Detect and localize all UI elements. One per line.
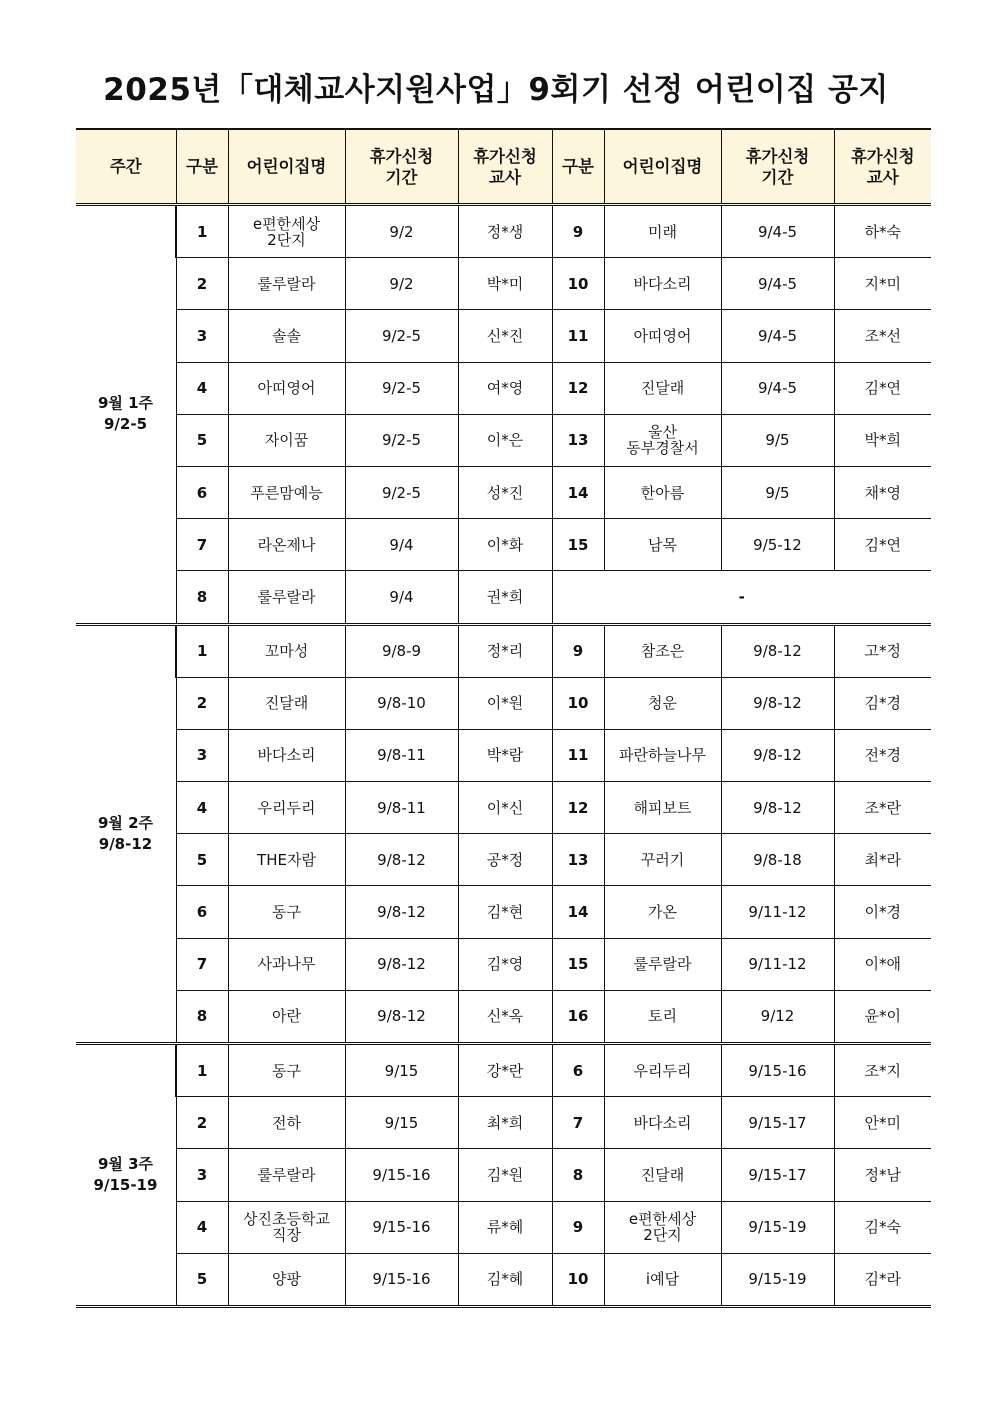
row-number: 4 [176,782,228,834]
leave-teacher: 신*진 [458,310,552,362]
leave-teacher: 박*희 [834,414,931,466]
row-number: 16 [552,990,604,1043]
row-number: 2 [176,1097,228,1149]
table-row [76,938,931,990]
leave-period: 9/15-17 [721,1097,834,1149]
leave-period: 9/15 [345,1044,458,1097]
table-row [76,205,931,258]
leave-period: 9/8-12 [721,677,834,729]
leave-teacher: 김*경 [834,677,931,729]
leave-teacher: 강*란 [458,1044,552,1097]
row-number: 13 [552,414,604,466]
leave-period: 9/8-12 [345,886,458,938]
table-row [76,834,931,886]
row-number: 12 [552,362,604,414]
daycare-name: 푸른맘예능 [228,466,345,518]
daycare-name: 한아름 [604,466,721,518]
leave-teacher: 이*경 [834,886,931,938]
column-header: 휴가신청 교사 [458,129,552,205]
row-number: 5 [176,414,228,466]
leave-teacher: 조*란 [834,782,931,834]
row-number: 2 [176,677,228,729]
leave-period: 9/11-12 [721,938,834,990]
week-label: 9월 2주 9/8-12 [76,624,176,1044]
leave-period: 9/2-5 [345,310,458,362]
leave-teacher: 류*혜 [458,1201,552,1253]
daycare-name: 라온제나 [228,519,345,571]
row-number: 13 [552,834,604,886]
leave-period: 9/15-19 [721,1201,834,1253]
table-row [76,624,931,677]
leave-teacher: 조*선 [834,310,931,362]
leave-period: 9/8-12 [345,834,458,886]
daycare-name: 룰루랄라 [228,571,345,624]
daycare-name: 상진초등학교 직장 [228,1201,345,1253]
daycare-name: 미래 [604,205,721,258]
column-header: 어린이집명 [604,129,721,205]
leave-period: 9/8-11 [345,729,458,781]
daycare-name: 참조은 [604,624,721,677]
column-header: 구분 [552,129,604,205]
leave-teacher: 고*정 [834,624,931,677]
daycare-name: 진달래 [228,677,345,729]
leave-teacher: 안*미 [834,1097,931,1149]
leave-period: 9/4-5 [721,205,834,258]
daycare-name: 아띠영어 [604,310,721,362]
daycare-name: 꾸러기 [604,834,721,886]
row-number: 9 [552,205,604,258]
table-row [76,571,931,624]
table-row [76,1253,931,1306]
daycare-name: 진달래 [604,362,721,414]
table-row [76,414,931,466]
row-number: 10 [552,677,604,729]
daycare-name: 전하 [228,1097,345,1149]
leave-teacher: 하*숙 [834,205,931,258]
leave-teacher: 김*숙 [834,1201,931,1253]
row-number: 3 [176,310,228,362]
row-number: 12 [552,782,604,834]
row-number: 9 [552,624,604,677]
column-header: 휴가신청 교사 [834,129,931,205]
leave-teacher: 김*연 [834,519,931,571]
week-label: 9월 3주 9/15-19 [76,1044,176,1307]
page-title: 2025년「대체교사지원사업」9회기 선정 어린이집 공지 [103,72,889,108]
row-number: 8 [176,571,228,624]
leave-teacher: 이*신 [458,782,552,834]
column-header: 휴가신청 기간 [345,129,458,205]
leave-period: 9/5-12 [721,519,834,571]
daycare-name: 울산 동부경찰서 [604,414,721,466]
daycare-name: THE자람 [228,834,345,886]
row-number: 14 [552,886,604,938]
leave-period: 9/2-5 [345,414,458,466]
daycare-name: e편한세상 2단지 [228,205,345,258]
table-row [76,677,931,729]
table-row [76,466,931,518]
row-number: 7 [176,519,228,571]
daycare-name: 우리두리 [228,782,345,834]
leave-teacher: 김*영 [458,938,552,990]
table-row [76,1149,931,1201]
daycare-name: i예담 [604,1253,721,1306]
leave-period: 9/2-5 [345,362,458,414]
daycare-name: 청운 [604,677,721,729]
leave-period: 9/2-5 [345,466,458,518]
leave-teacher: 김*연 [834,362,931,414]
leave-teacher: 지*미 [834,258,931,310]
leave-period: 9/4-5 [721,362,834,414]
leave-period: 9/2 [345,205,458,258]
row-number: 11 [552,729,604,781]
row-number: 4 [176,1201,228,1253]
daycare-name: 가온 [604,886,721,938]
row-number: 11 [552,310,604,362]
row-number: 15 [552,519,604,571]
daycare-name: 파란하늘나무 [604,729,721,781]
table-row [76,310,931,362]
leave-period: 9/8-12 [721,782,834,834]
row-number: 3 [176,729,228,781]
daycare-name: 진달래 [604,1149,721,1201]
leave-period: 9/5 [721,466,834,518]
leave-teacher: 공*정 [458,834,552,886]
leave-period: 9/8-12 [721,729,834,781]
daycare-name: 사과나무 [228,938,345,990]
daycare-name: 바다소리 [604,258,721,310]
row-number: 15 [552,938,604,990]
row-number: 9 [552,1201,604,1253]
leave-teacher: 정*리 [458,624,552,677]
row-number: 5 [176,1253,228,1306]
leave-teacher: 김*원 [458,1149,552,1201]
leave-period: 9/15-16 [721,1044,834,1097]
row-number: 1 [176,205,228,258]
table-row [76,1097,931,1149]
daycare-name: 동구 [228,1044,345,1097]
leave-teacher: 이*원 [458,677,552,729]
leave-period: 9/8-9 [345,624,458,677]
leave-teacher: 이*화 [458,519,552,571]
row-number: 1 [176,624,228,677]
leave-teacher: 최*희 [458,1097,552,1149]
leave-teacher: 전*경 [834,729,931,781]
daycare-name: 남목 [604,519,721,571]
daycare-name: 룰루랄라 [604,938,721,990]
leave-teacher: 이*은 [458,414,552,466]
leave-period: 9/4 [345,571,458,624]
leave-teacher: 김*현 [458,886,552,938]
row-number: 7 [176,938,228,990]
row-number: 7 [552,1097,604,1149]
row-number: 4 [176,362,228,414]
leave-teacher: 정*생 [458,205,552,258]
daycare-name: e편한세상 2단지 [604,1201,721,1253]
leave-teacher: 조*지 [834,1044,931,1097]
row-number: 3 [176,1149,228,1201]
leave-period: 9/15-16 [345,1253,458,1306]
leave-teacher: 정*남 [834,1149,931,1201]
leave-teacher: 신*옥 [458,990,552,1043]
leave-period: 9/15-16 [345,1149,458,1201]
leave-period: 9/15-17 [721,1149,834,1201]
daycare-name: 룰루랄라 [228,258,345,310]
table-row [76,258,931,310]
leave-period: 9/15 [345,1097,458,1149]
daycare-name: 우리두리 [604,1044,721,1097]
daycare-name: 양팡 [228,1253,345,1306]
leave-period: 9/15-16 [345,1201,458,1253]
leave-teacher: 이*애 [834,938,931,990]
leave-teacher: 권*희 [458,571,552,624]
table-row [76,782,931,834]
leave-period: 9/8-12 [345,938,458,990]
daycare-name: 해피보트 [604,782,721,834]
leave-period: 9/8-12 [721,624,834,677]
table-row [76,990,931,1043]
leave-period: 9/8-18 [721,834,834,886]
table-row [76,362,931,414]
leave-period: 9/11-12 [721,886,834,938]
leave-teacher: 최*라 [834,834,931,886]
leave-teacher: 성*진 [458,466,552,518]
row-number: 10 [552,258,604,310]
column-header: 구분 [176,129,228,205]
row-number: 6 [176,466,228,518]
leave-teacher: 여*영 [458,362,552,414]
leave-teacher: 채*영 [834,466,931,518]
daycare-name: 룰루랄라 [228,1149,345,1201]
leave-period: 9/12 [721,990,834,1043]
row-number: 8 [552,1149,604,1201]
row-number: 6 [552,1044,604,1097]
leave-period: 9/8-10 [345,677,458,729]
column-header: 어린이집명 [228,129,345,205]
leave-teacher: 박*미 [458,258,552,310]
daycare-name: 꼬마성 [228,624,345,677]
row-number: 1 [176,1044,228,1097]
leave-teacher: 김*혜 [458,1253,552,1306]
table-row [76,1201,931,1253]
leave-period: 9/4 [345,519,458,571]
column-header: 휴가신청 기간 [721,129,834,205]
row-number: 8 [176,990,228,1043]
week-label: 9월 1주 9/2-5 [76,205,176,625]
row-number: 2 [176,258,228,310]
table-row [76,1044,931,1097]
daycare-name: 토리 [604,990,721,1043]
table-row [76,519,931,571]
daycare-name: 바다소리 [228,729,345,781]
row-number: 5 [176,834,228,886]
leave-period: 9/2 [345,258,458,310]
table-row [76,886,931,938]
column-header: 주간 [76,129,176,205]
table-row [76,729,931,781]
leave-period: 9/8-11 [345,782,458,834]
daycare-name: 솔솔 [228,310,345,362]
leave-period: 9/15-19 [721,1253,834,1306]
leave-period: 9/4-5 [721,310,834,362]
daycare-name: 아띠영어 [228,362,345,414]
daycare-name: 자이꿈 [228,414,345,466]
daycare-name: 아란 [228,990,345,1043]
daycare-name: 동구 [228,886,345,938]
leave-teacher: 윤*이 [834,990,931,1043]
leave-teacher: 박*람 [458,729,552,781]
selection-table [76,128,931,1308]
row-number: 14 [552,466,604,518]
row-number: 6 [176,886,228,938]
daycare-name: 바다소리 [604,1097,721,1149]
table-header-row [76,129,931,205]
row-number: 10 [552,1253,604,1306]
leave-period: 9/8-12 [345,990,458,1043]
empty-cell: - [552,571,931,624]
leave-period: 9/5 [721,414,834,466]
leave-period: 9/4-5 [721,258,834,310]
leave-teacher: 김*라 [834,1253,931,1306]
